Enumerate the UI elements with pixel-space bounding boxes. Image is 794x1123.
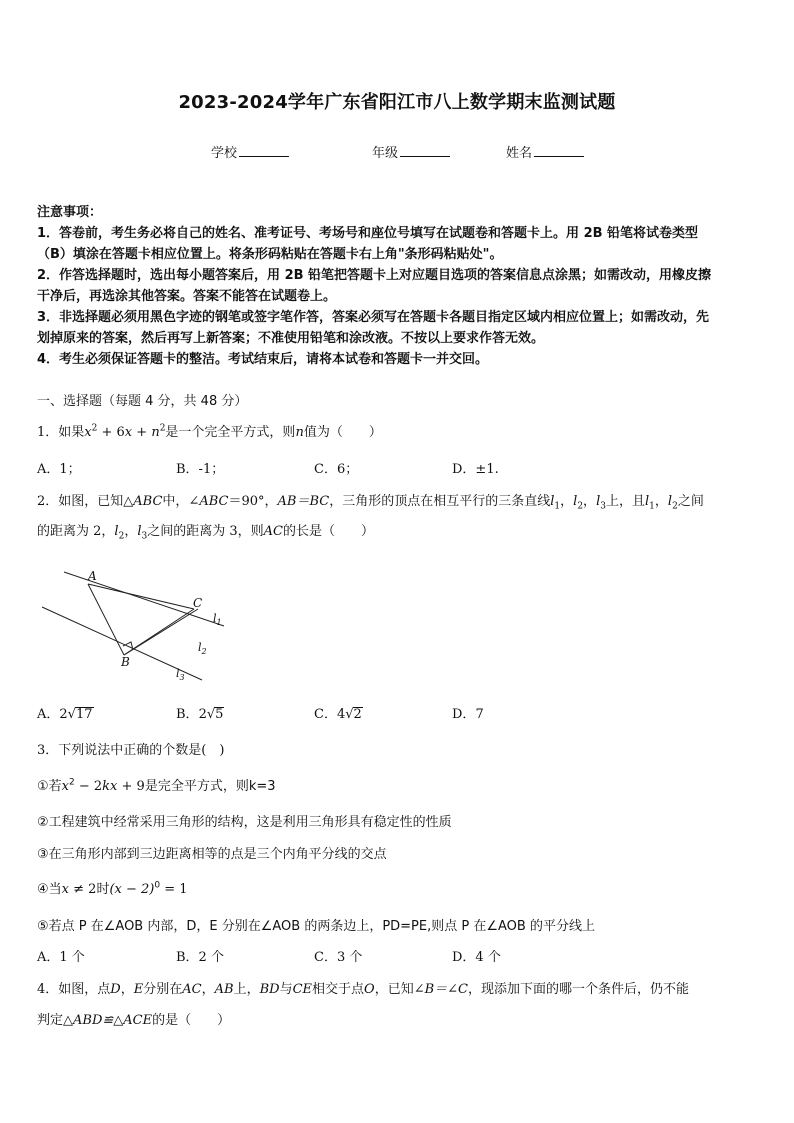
notice-line-4: 干净后，再选涂其他答案。答案不能答在试题卷上。 <box>37 289 337 304</box>
label-l3: $l_3$ <box>176 667 185 682</box>
q2-option-a[interactable]: A．2√17 <box>37 707 93 722</box>
q3-statement-3: ③在三角形内部到三边距离相等的点是三个内角平分线的交点 <box>37 847 387 862</box>
notice-line-3: 2．作答选择题时，选出每小题答案后，用 2B 铅笔把答题卡上对应题目选项的答案信息点涂黑；如需改动，用橡皮擦 <box>37 268 712 283</box>
q3-option-a[interactable]: A．1 个 <box>37 950 85 965</box>
question-2-options <box>37 703 759 721</box>
notice-line-5: 3．非选择题必须用黑色字迹的钢笔或签字笔作答，答案必须写在答题卡各题目指定区域内相应位置上；如需改动，先 <box>37 310 710 325</box>
q2-option-b[interactable]: B．2√5 <box>176 707 224 722</box>
name-field[interactable] <box>506 142 584 161</box>
notice-line-6: 划掉原来的答案，然后再写上新答案；不准使用铅笔和涂改液。不按以上要求作答无效。 <box>37 331 545 346</box>
grade-blank[interactable] <box>400 144 450 157</box>
page-title: 2023-2024学年广东省阳江市八上数学期末监测试题 <box>178 92 616 113</box>
label-c: C <box>193 596 203 610</box>
notice-heading: 注意事项： <box>37 205 103 220</box>
label-l2: $l_2$ <box>198 641 207 656</box>
question-2-stem-line-2: 的距离为 2，$l_2$，$l_3$之间的距离为 3，则AC的长是（ ） <box>37 524 374 542</box>
notice-line-1: 1．答卷前，考生务必将自己的姓名、准考证号、考场号和座位号填写在试题卷和答题卡上。用 2B 铅笔将试卷类型 <box>37 226 699 241</box>
question-3-options <box>37 946 759 964</box>
name-blank[interactable] <box>534 144 584 157</box>
segment-bc <box>124 609 194 655</box>
q3-option-d[interactable]: D．4 个 <box>452 950 501 965</box>
notice-block <box>37 202 759 370</box>
q1-option-b[interactable]: B．-1； <box>176 462 225 477</box>
label-b: B <box>121 655 130 669</box>
school-field[interactable] <box>211 142 289 161</box>
question-1-stem: 1．如果$x^2 + 6x + n^2$是一个完全平方式，则n值为（ ） <box>37 423 382 440</box>
school-label: 学校 <box>211 146 238 161</box>
q1-option-d[interactable]: D．±1. <box>452 462 499 477</box>
q2-option-c[interactable]: C．4√2 <box>314 707 362 722</box>
q3-statement-5: ⑤若点 P 在∠AOB 内部，D，E 分别在∠AOB 的两条边上，PD=PE,则点 P 在∠AOB 的平分线上 <box>37 919 595 934</box>
section-heading: 一、选择题（每题 4 分，共 48 分） <box>37 394 248 409</box>
q3-option-b[interactable]: B．2 个 <box>176 950 224 965</box>
name-label: 姓名 <box>506 146 533 161</box>
notice-line-2: （B）填涂在答题卡相应位置上。将条形码粘贴在答题卡右上角"条形码粘贴处"。 <box>37 247 503 262</box>
q3-statement-1: ①若$x^2 - 2kx + 9$是完全平方式，则k=3 <box>37 777 276 794</box>
question-4-stem-line-2: 判定△ABD≌△ACE的是（ ） <box>37 1013 231 1028</box>
q3-statement-2: ②工程建筑中经常采用三角形的结构，这是利用三角形具有稳定性的性质 <box>37 815 452 830</box>
segment-ac <box>88 584 194 609</box>
notice-line-7: 4．考生必须保证答题卡的整洁。考试结束后，请将本试卷和答题卡一并交回。 <box>37 352 489 367</box>
q2-option-d[interactable]: D．7 <box>452 707 484 722</box>
label-a: A <box>88 569 97 583</box>
label-l1: $l_1$ <box>213 612 222 627</box>
question-3-stem: 3．下列说法中正确的个数是( ) <box>37 743 225 758</box>
q3-statement-4: ④当x ≠ 2时$(x - 2)^0 = 1$ <box>37 880 188 897</box>
segment-ab <box>88 584 124 655</box>
q1-option-a[interactable]: A．1； <box>37 462 81 477</box>
q3-option-c[interactable]: C．3 个 <box>314 950 363 965</box>
grade-label: 年级 <box>372 146 399 161</box>
grade-field[interactable] <box>372 142 450 161</box>
question-2-stem-line-1: 2．如图，已知△ABC中，∠ABC＝90°，AB＝BC，三角形的顶点在相互平行的三条直线$l_1$，$l_2$，$l_3$上，且$l_1$，$l_2$之间 <box>37 494 704 512</box>
school-blank[interactable] <box>239 144 289 157</box>
q1-option-c[interactable]: C．6； <box>314 462 359 477</box>
question-1-options <box>37 458 759 476</box>
question-2-figure <box>36 562 236 686</box>
question-4-stem-line-1: 4．如图，点D，E分别在AC，AB上，BD与CE相交于点O，已知∠B＝∠C，现添加下面的哪一个条件后，仍不能 <box>37 982 690 997</box>
